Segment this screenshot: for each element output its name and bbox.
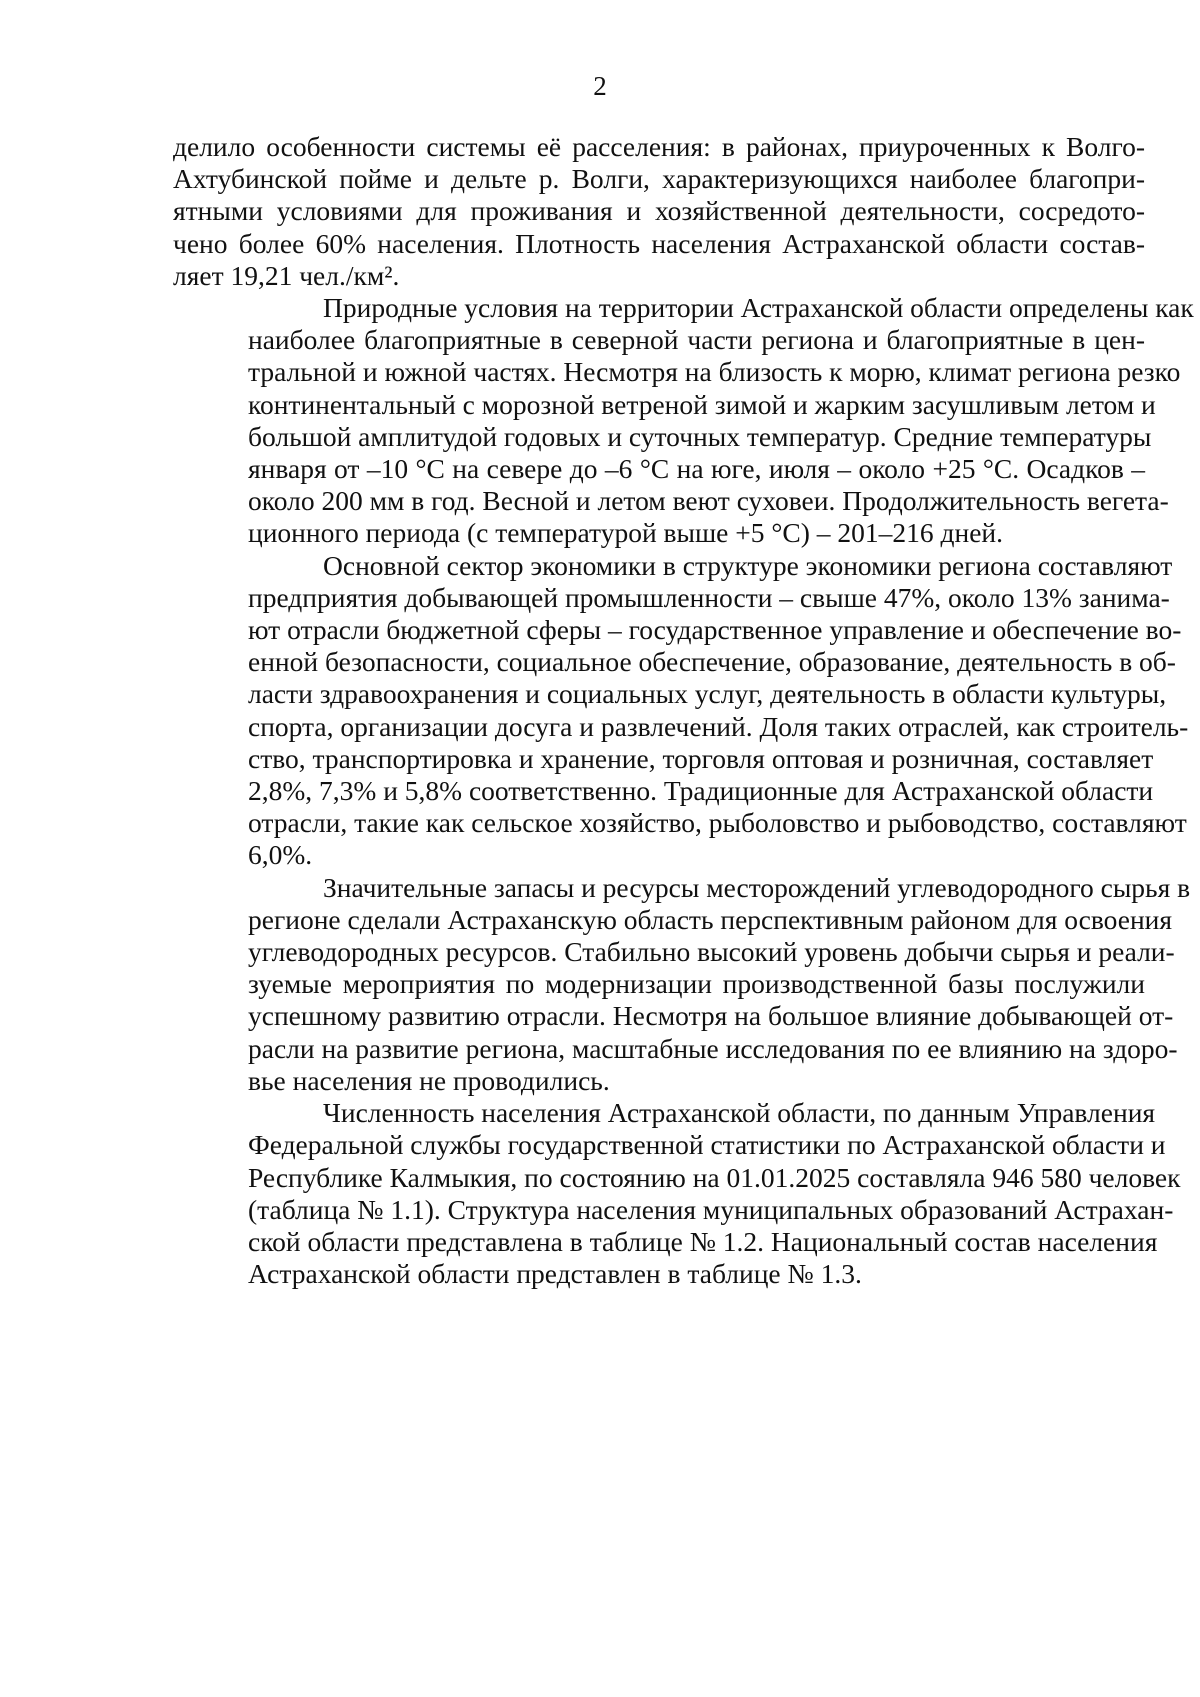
page-number: 2 — [593, 71, 607, 101]
paragraph-settlement — [173, 131, 1145, 292]
text-line: 2,8%, 7,3% и 5,8% соответственно. Традиционные для Астраханской области — [248, 775, 1154, 807]
text-line: ятными условиями для проживания и хозяйственной деятельности, сосредото- — [173, 195, 1145, 227]
text-line: континентальный с морозной ветреной зимой и жарким засушливым летом и — [248, 388, 1156, 420]
text-line: Федеральной службы государственной статистики по Астраханской области и — [248, 1129, 1166, 1161]
text-line: около 200 мм в год. Весной и летом веют суховеи. Продолжительность вегета- — [248, 485, 1169, 517]
paragraph-hydrocarbons — [173, 871, 1191, 1097]
text-line: 6,0%. — [248, 839, 313, 871]
text-line: енной безопасности, социальное обеспечение, образование, деятельность в об- — [248, 646, 1176, 678]
text-line: ционного периода (с температурой выше +5 °С) – 201–216 дней. — [248, 517, 1004, 549]
paragraph-economy — [173, 549, 1189, 872]
text-line: января от –10 °С на севере до –6 °С на юге, июля – около +25 °С. Осадков – — [248, 453, 1145, 485]
text-line: ство, транспортировка и хранение, торговля оптовая и розничная, составляет — [248, 742, 1154, 774]
text-line: ласти здравоохранения и социальных услуг, деятельность в области культуры, — [248, 678, 1167, 710]
paragraph-climate — [173, 292, 1194, 550]
text-line: ют отрасли бюджетной сферы – государственное управление и обеспечение во- — [248, 614, 1182, 646]
text-line: Астраханской области представлен в таблице № 1.3. — [248, 1258, 862, 1290]
text-line: Значительные запасы и ресурсы месторождений углеводородного сырья в — [323, 871, 1191, 903]
text-line: предприятия добывающей промышленности – свыше 47%, около 13% занима- — [248, 581, 1170, 613]
text-line: ской области представлена в таблице № 1.2. Национальный состав населения — [248, 1225, 1158, 1257]
text-line: успешному развитию отрасли. Несмотря на большое влияние добывающей от- — [248, 1000, 1174, 1032]
text-line: большой амплитудой годовых и суточных температур. Средние температуры — [248, 420, 1152, 452]
text-line: наиболее благоприятные в северной части региона и благоприятные в цен- — [248, 324, 1145, 356]
text-line: Основной сектор экономики в структуре экономики региона составляют — [323, 549, 1173, 581]
text-line: делило особенности системы её расселения: в районах, приуроченных к Волго- — [173, 131, 1145, 162]
text-line: чено более 60% населения. Плотность населения Астраханской области состав- — [173, 227, 1145, 259]
text-line: зуемые мероприятия по модернизации производственной базы послужили — [248, 968, 1145, 1000]
text-line: вье населения не проводились. — [248, 1064, 610, 1096]
text-line: ляет 19,21 чел./км². — [173, 259, 400, 291]
text-line: Численность населения Астраханской области, по данным Управления — [323, 1097, 1156, 1129]
document-body — [173, 131, 1194, 1290]
text-line: (таблица № 1.1). Структура населения муниципальных образований Астрахан- — [248, 1193, 1174, 1225]
text-line: спорта, организации досуга и развлечений. Доля таких отраслей, как строитель- — [248, 710, 1189, 742]
text-line: Ахтубинской пойме и дельте р. Волги, характеризующихся наиболее благопри- — [173, 163, 1145, 195]
text-line: Природные условия на территории Астраханской области определены как — [323, 292, 1194, 324]
text-line: расли на развитие региона, масштабные исследования по ее влиянию на здоро- — [248, 1032, 1178, 1064]
text-line: тральной и южной частях. Несмотря на близость к морю, климат региона резко — [248, 356, 1181, 388]
text-line: регионе сделали Астраханскую область перспективным районом для освоения — [248, 903, 1173, 935]
text-line: углеводородных ресурсов. Стабильно высокий уровень добычи сырья и реали- — [248, 936, 1175, 968]
paragraph-population — [173, 1097, 1181, 1290]
text-line: Республике Калмыкия, по состоянию на 01.01.2025 составляла 946 580 человек — [248, 1161, 1181, 1193]
text-line: отрасли, такие как сельское хозяйство, рыболовство и рыбоводство, составляют — [248, 807, 1187, 839]
